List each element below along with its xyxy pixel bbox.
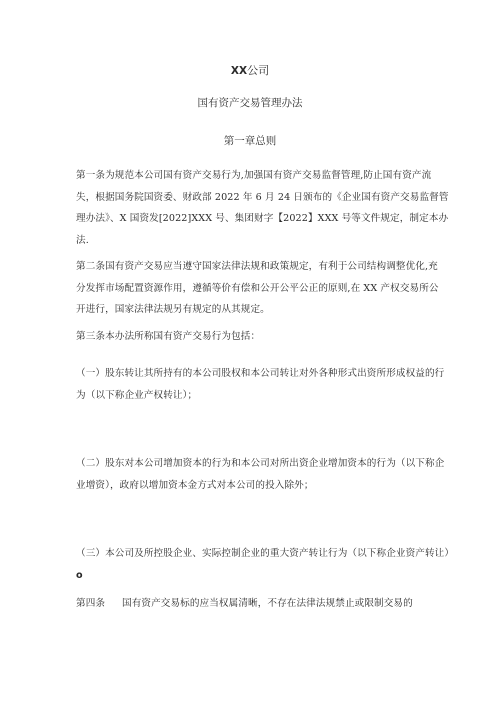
- clause-3-line: o: [76, 569, 83, 581]
- clause-3-line: （三）本公司及所控股企业、实际控制企业的重大资产转让行为（以下称企业资产转让）: [76, 548, 455, 559]
- article-1-line: 法.: [76, 234, 89, 246]
- article-4: [76, 593, 432, 615]
- article-2: [76, 256, 439, 321]
- article-1-line: 理办法》、X 国资发[2022]XXX 号、集团财字【2022】XXX 号等文件规定，制定本办: [76, 213, 449, 224]
- clause-1-line: （一）股东转让其所持有的本公司股权和本公司转让对外各种形式出资所形成权益的行: [76, 368, 445, 379]
- article-1-line: 第一条为规范本公司国有资产交易行为,加强国有资产交易监督管理,防止国有资产流: [76, 170, 432, 181]
- article-1-line: 失，根据国务院国资委、财政部 2022 年 6 月 24 日颁布的《企业国有资产交易监督管: [76, 191, 449, 203]
- article-2-line: 分发挥市场配置资源作用，遵循等价有偿和公开公平公正的原则,在 XX 产权交易所公: [76, 282, 439, 294]
- document-title: 国有资产交易管理办法: [197, 97, 303, 109]
- clause-2-line: （二）股东对本公司增加资本的行为和本公司对所出资企业增加资本的行为（以下称企: [76, 458, 445, 469]
- article-2-line: 开进行，国家法律法规另有规定的从其规定。: [76, 304, 270, 315]
- company-name: [0, 62, 500, 78]
- article-3-line: 第三条本办法所称国有资产交易行为包括：: [76, 331, 261, 342]
- company-suffix: 公司: [247, 64, 270, 77]
- clause-1: [76, 363, 445, 406]
- clause-1-line: 为（以下称企业产权转让）；: [76, 389, 198, 401]
- article-4-label: 第四条: [76, 598, 106, 609]
- company-prefix: XX: [230, 65, 248, 77]
- chapter-heading: 第一章总则: [223, 135, 277, 147]
- article-2-line: 第二条国有资产交易应当遵守国家法律法规和政策规定，有利于公司结构调整优化,充: [76, 261, 438, 272]
- clause-2: [76, 453, 445, 496]
- article-3: [76, 326, 432, 348]
- clause-2-line: 业增资），政府以增加资本金方式对本公司的投入除外；: [76, 479, 314, 491]
- article-4-text: 国有资产交易标的应当权属清晰，不存在法律法规禁止或限制交易的: [122, 598, 413, 609]
- clause-3: [76, 543, 455, 586]
- article-1: [76, 165, 449, 251]
